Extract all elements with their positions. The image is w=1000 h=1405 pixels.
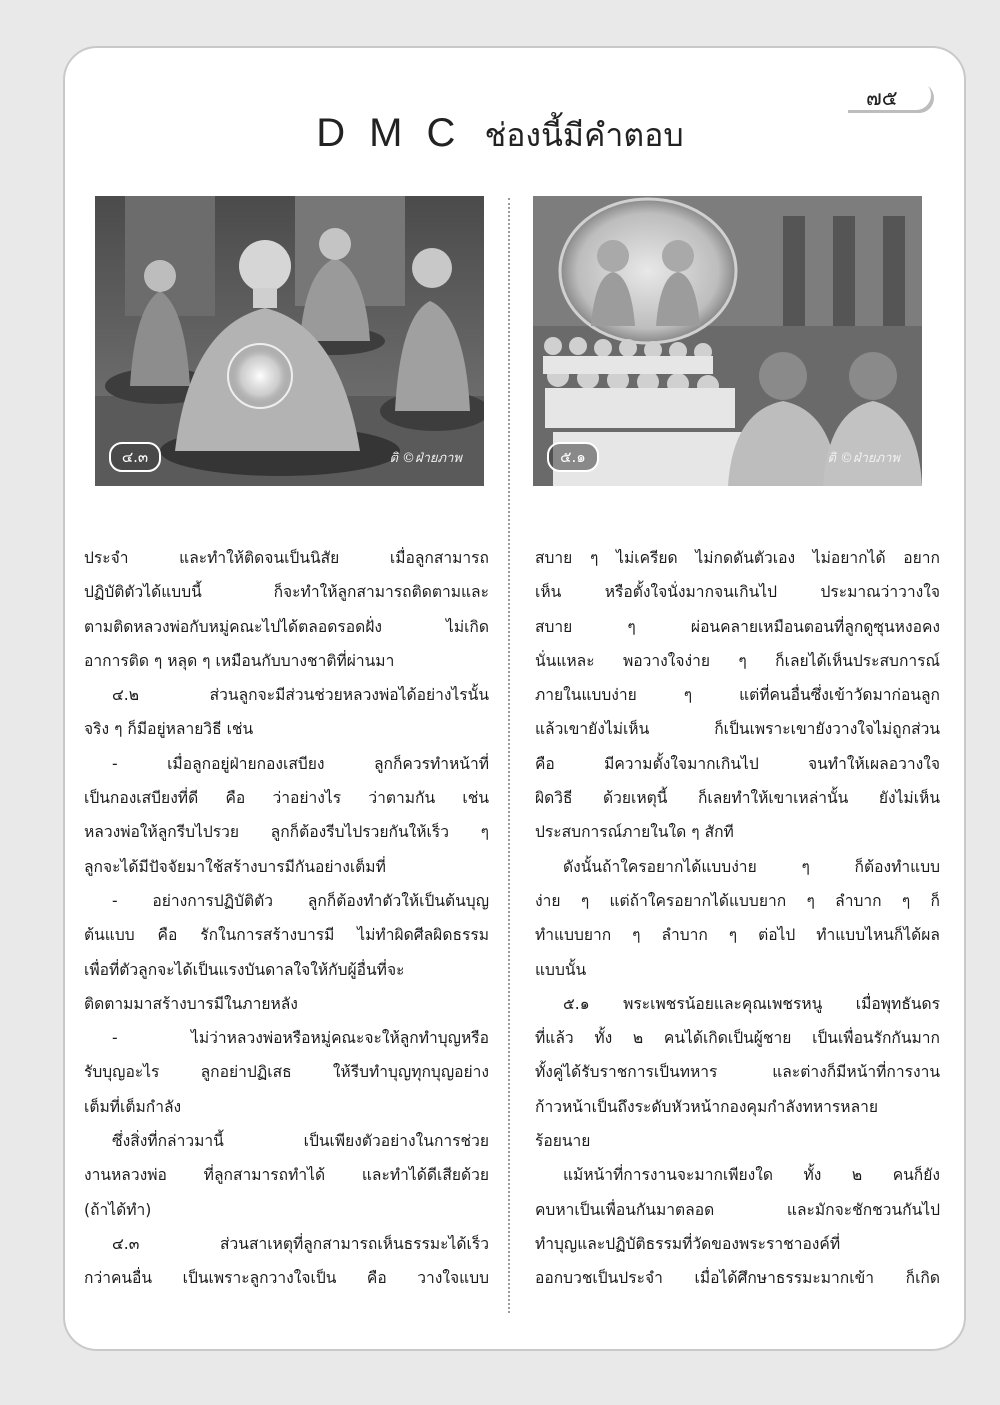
title-dmc: DMC (316, 111, 480, 155)
page-title (0, 110, 1000, 161)
text-line: ประจำ และทำให้ติดจนเป็นนิสัย เมื่อลูกสามารถ (84, 549, 489, 567)
text-line: ตามติดหลวงพ่อกับหมู่คณะไปได้ตลอดรอดฝั่ง ไม่เกิด (84, 617, 489, 636)
text-line: สบาย ๆ ไม่เครียด ไม่กดดันตัวเอง ไม่อยากได้ อยาก (535, 549, 940, 567)
text-line: กว่าคนอื่น เป็นเพราะลูกวางใจเป็น คือ วางใจแบบ (84, 1269, 489, 1288)
text-line: ที่แล้ว ทั้ง ๒ คนได้เกิดเป็นผู้ชาย เป็นเพื่อนรักกันมาก (535, 1029, 940, 1048)
text-line: แบบนั้น (535, 960, 587, 979)
text-line: ปฏิบัติตัวได้แบบนี้ ก็จะทำให้ลูกสามารถติดตามและ (84, 583, 489, 602)
text-line: นั่นแหละ พอวางใจง่าย ๆ ก็เลยได้เห็นประสบการณ์ (535, 651, 940, 670)
text-line: แล้วเขายังไม่เห็น ก็เป็นเพราะเขายังวางใจไม่ถูกส่วน (535, 720, 940, 739)
text-line: ออกบวชเป็นประจำ เมื่อได้ศึกษาธรรมะมากเข้า ก็เกิด (535, 1269, 940, 1288)
page-number: ๗๕ (866, 86, 898, 110)
text-line: ทำบุญและปฏิบัติธรรมที่วัดของพระราชาองค์ที่ (535, 1234, 841, 1253)
text-line: ร้อยนาย (535, 1132, 591, 1151)
text-line: ๔.๒ ส่วนลูกจะมีส่วนช่วยหลวงพ่อได้อย่างไรนั้น (112, 686, 489, 705)
text-line: - อย่างการปฏิบัติตัว ลูกก็ต้องทำตัวให้เป็นต้นบุญ (112, 891, 489, 910)
text-line: ประสบการณ์ภายในใด ๆ สักที (535, 823, 734, 842)
photo-label: ๔.๓ (109, 442, 161, 472)
text-line: ผิดวิธี ด้วยเหตุนี้ ก็เลยทำให้เขาเหล่านั้น ยังไม่เห็น (535, 789, 940, 808)
text-line: แม้หน้าที่การงานจะมากเพียงใด ทั้ง ๒ คนก็ยัง (563, 1166, 940, 1185)
text-line: คบหาเป็นเพื่อนกันมาตลอด และมักจะชักชวนกันไป (535, 1200, 940, 1219)
text-line: งานหลวงพ่อ ที่ลูกสามารถทำได้ และทำได้ดีเสียด้วย (84, 1166, 489, 1185)
photo-congregation (533, 196, 922, 486)
text-line: ทั้งคู่ได้รับราชการเป็นทหาร และต่างก็มีหน้าที่การงาน (535, 1063, 940, 1082)
text-line: สบาย ๆ ผ่อนคลายเหมือนตอนที่ลูกดูซุนหงอคง (535, 617, 940, 636)
text-line: - เมื่อลูกอยู่ฝ่ายกองเสบียง ลูกก็ควรทำหน้าที่ (112, 754, 489, 773)
text-line: ติดตามมาสร้างบารมีในภายหลัง (84, 994, 298, 1013)
text-line: เป็นกองเสบียงที่ดี คือ ว่าอย่างไร ว่าตามกัน เช่น (84, 789, 489, 808)
text-line: จริง ๆ ก็มีอยู่หลายวิธี เช่น (84, 720, 254, 739)
text-line: ซึ่งสิ่งที่กล่าวมานี้ เป็นเพียงตัวอย่างในการช่วย (112, 1132, 489, 1151)
left-column-text (84, 541, 489, 1296)
text-line: ก้าวหน้าเป็นถึงระดับหัวหน้ากองคุมกำลังทหารหลาย (535, 1097, 879, 1116)
column-divider (508, 198, 510, 1313)
photo-monks-meditating (95, 196, 484, 486)
text-line: ง่าย ๆ แต่ถ้าใครอยากได้แบบยาก ๆ ลำบาก ๆ ก็ (535, 891, 940, 910)
text-line: ๔.๓ ส่วนสาเหตุที่ลูกสามารถเห็นธรรมะได้เร็ว (112, 1234, 489, 1253)
text-line: เห็น หรือตั้งใจนั่งมากจนเกินไป ประมาณว่าวางใจ (535, 583, 940, 602)
text-line: รับบุญอะไร ลูกอย่าปฏิเสธ ให้รีบทำบุญทุกบุญอย่าง (84, 1063, 489, 1082)
text-line: ภายในแบบง่าย ๆ แต่ที่คนอื่นซึ่งเข้าวัดมาก่อนลูก (535, 686, 940, 705)
text-line: หลวงพ่อให้ลูกรีบไปรวย ลูกก็ต้องรีบไปรวยกันให้เร็ว ๆ (84, 823, 489, 842)
text-line: อาการติด ๆ หลุด ๆ เหมือนกับบางชาติที่ผ่านมา (84, 651, 395, 670)
text-line: เพื่อที่ตัวลูกจะได้เป็นแรงบันดาลใจให้กับผู้อื่นที่จะ (84, 960, 405, 979)
text-line: (ถ้าได้ทำ) (84, 1200, 152, 1219)
text-line: เต็มที่เต็มกำลัง (84, 1097, 182, 1116)
text-line: ลูกจะได้มีปัจจัยมาใช้สร้างบารมีกันอย่างเต็มที่ (84, 857, 386, 876)
text-line: ต้นแบบ คือ รักในการสร้างบารมี ไม่ทำผิดศีลผิดธรรม (84, 926, 489, 945)
photo-label: ๕.๑ (547, 442, 599, 472)
text-line: ดังนั้นถ้าใครอยากได้แบบง่าย ๆ ก็ต้องทำแบบ (563, 857, 940, 876)
text-line: ทำแบบยาก ๆ ลำบาก ๆ ต่อไป ทำแบบไหนก็ได้ผล (535, 926, 940, 945)
photo-signature: ติ ©ฝ่ายภาพ (827, 451, 900, 466)
text-line: ๕.๑ พระเพชรน้อยและคุณเพชรหนู เมื่อพุทธันดร (563, 994, 940, 1013)
text-line: คือ มีความตั้งใจมากเกินไป จนทำให้เผลอวางใจ (535, 754, 940, 773)
title-rest: ช่องนี้มีคำตอบ (484, 116, 684, 154)
right-column-text (535, 541, 940, 1296)
photo-signature: ติ ©ฝ่ายภาพ (389, 451, 462, 466)
text-line: - ไม่ว่าหลวงพ่อหรือหมู่คณะจะให้ลูกทำบุญหรือ (112, 1029, 489, 1048)
